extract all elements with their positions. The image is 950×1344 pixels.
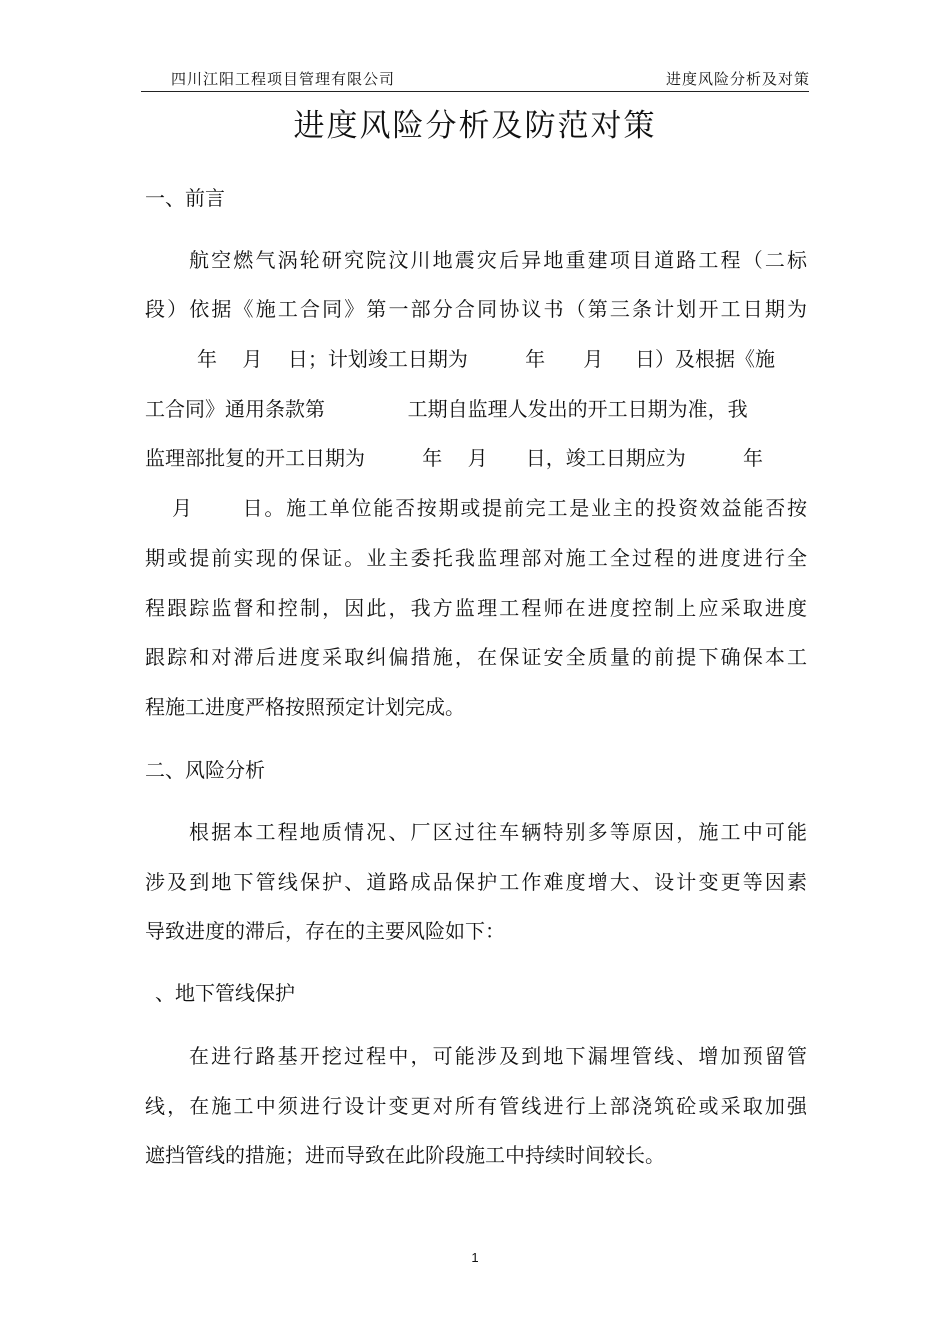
paragraph-line: 段）依据《施工合同》第一部分合同协议书（第三条计划开工日期为 bbox=[145, 297, 807, 321]
paragraph-line: 遮挡管线的措施；进而导致在此阶段施工中持续时间较长。 bbox=[145, 1143, 665, 1167]
paragraph-line: 涉及到地下管线保护、道路成品保护工作难度增大、设计变更等因素 bbox=[145, 870, 807, 894]
subsection-heading: 、地下管线保护 bbox=[155, 981, 295, 1005]
paragraph-line: 期或提前实现的保证。业主委托我监理部对施工全过程的进度进行全 bbox=[145, 546, 807, 570]
paragraph-line: 根据本工程地质情况、厂区过往车辆特别多等原因，施工中可能 bbox=[189, 820, 807, 844]
paragraph-line: 程施工进度严格按照预定计划完成。 bbox=[145, 695, 465, 719]
paragraph-line: 航空燃气涡轮研究院汶川地震灾后异地重建项目道路工程（二标 bbox=[189, 248, 807, 272]
paragraph-line: 监理部批复的开工日期为 年 月 日，竣工日期应为 年 bbox=[145, 446, 764, 470]
paragraph-line: 程跟踪监督和控制，因此，我方监理工程师在进度控制上应采取进度 bbox=[145, 596, 807, 620]
paragraph-line: 月 日。施工单位能否按期或提前完工是业主的投资效益能否按 bbox=[172, 496, 807, 520]
paragraph-line: 导致进度的滞后，存在的主要风险如下： bbox=[145, 919, 505, 943]
section-heading-preface: 一、前言 bbox=[145, 186, 225, 210]
paragraph-line: 跟踪和对滞后进度采取纠偏措施，在保证安全质量的前提下确保本工 bbox=[145, 645, 807, 669]
section-heading-risk-analysis: 二、风险分析 bbox=[145, 758, 265, 782]
page-number: 1 bbox=[471, 1250, 479, 1265]
paragraph-line: 在进行路基开挖过程中，可能涉及到地下漏埋管线、增加预留管 bbox=[189, 1044, 807, 1068]
paragraph-line: 年 月 日；计划竣工日期为 年 月 日）及根据《施 bbox=[197, 347, 776, 371]
header-company: 四川江阳工程项目管理有限公司 bbox=[171, 70, 396, 88]
paragraph-line: 线，在施工中须进行设计变更对所有管线进行上部浇筑砼或采取加强 bbox=[145, 1094, 807, 1118]
header-doc-title: 进度风险分析及对策 bbox=[665, 70, 810, 88]
header-rule bbox=[141, 91, 809, 92]
document-title: 进度风险分析及防范对策 bbox=[293, 108, 657, 144]
paragraph-line: 工合同》通用条款第 工期自监理人发出的开工日期为准，我 bbox=[145, 397, 748, 421]
